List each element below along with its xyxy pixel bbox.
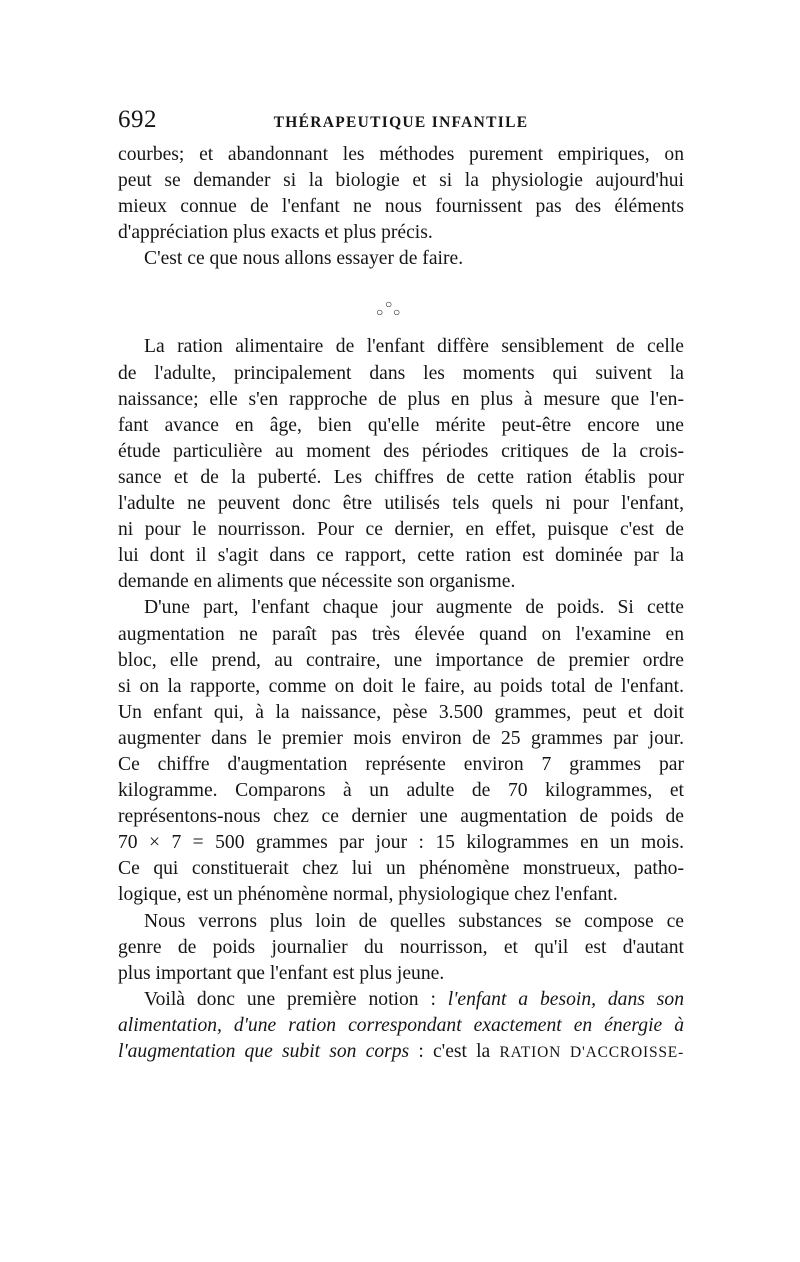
text-line: Ce qui constituerait chez lui un phénomène monstrueux, patho- bbox=[118, 858, 684, 880]
text-line: augmenter dans le premier mois environ de 25 grammes par jour. bbox=[118, 727, 684, 749]
text-line bbox=[118, 987, 684, 1013]
text-line: kilogramme. Comparons à un adulte de 70 kilogrammes, et bbox=[118, 780, 684, 802]
text-line: bloc, elle prend, au contraire, une importance de premier ordre bbox=[118, 649, 684, 671]
text-line: 70 × 7 = 500 grammes par jour : 15 kilogrammes en un mois. bbox=[118, 832, 684, 854]
text-line: Ce chiffre d'augmentation représente environ 7 grammes par bbox=[118, 753, 684, 775]
text-line bbox=[118, 1039, 684, 1065]
paragraph bbox=[118, 909, 684, 987]
text-line: C'est ce que nous allons essayer de faire. bbox=[144, 248, 464, 270]
text-line: demande en aliments que nécessite son organisme. bbox=[118, 571, 516, 593]
text-line: logique, est un phénomène normal, physiologique chez l'enfant. bbox=[118, 884, 618, 906]
text-line bbox=[118, 1013, 684, 1039]
ornament-ring-left: ○ bbox=[376, 305, 384, 320]
text-run: : c'est la bbox=[418, 1041, 491, 1062]
text-line: augmentation ne paraît pas très élevée quand on l'examine en bbox=[118, 623, 684, 645]
text-line: de l'adulte, principalement dans les moments qui suivent la bbox=[118, 362, 684, 384]
text-line: étude particulière au moment des périodes critiques de la crois- bbox=[118, 440, 684, 462]
text-line: ni pour le nourrisson. Pour ce dernier, en effet, puisque c'est de bbox=[118, 519, 684, 541]
text-line: Un enfant qui, à la naissance, pèse 3.500 grammes, peut et doit bbox=[118, 701, 684, 723]
text-line: La ration alimentaire de l'enfant diffère sensiblement de celle bbox=[144, 336, 684, 358]
book-page bbox=[118, 106, 684, 1065]
text-line: peut se demander si la biologie et si la physiologie aujourd'hui bbox=[118, 170, 684, 192]
text-line: mieux connue de l'enfant ne nous fournissent pas des éléments bbox=[118, 196, 684, 218]
paragraph bbox=[118, 246, 684, 272]
text-line: sance et de la puberté. Les chiffres de cette ration établis pour bbox=[118, 466, 684, 488]
body-text bbox=[118, 142, 684, 1065]
small-caps-run: RATION D'ACCROISSE- bbox=[499, 1044, 685, 1061]
ornament-ring-right: ○ bbox=[393, 305, 401, 320]
ornament-ring-top: ○ bbox=[385, 297, 393, 312]
paragraph bbox=[118, 595, 684, 908]
text-line: courbes; et abandonnant les méthodes purement empiriques, on bbox=[118, 144, 684, 165]
running-head bbox=[118, 106, 684, 142]
text-line: genre de poids journalier du nourrisson, et qu'il est d'autant bbox=[118, 936, 684, 958]
text-line: d'appréciation plus exacts et plus précis. bbox=[118, 222, 433, 244]
text-line: l'adulte ne peuvent donc être utilisés tels quels ni pour l'enfant, bbox=[118, 493, 684, 515]
italic-run: l'enfant a besoin, dans son bbox=[447, 988, 684, 1010]
italic-run: l'augmentation que subit son corps bbox=[118, 1041, 410, 1062]
text-line: Nous verrons plus loin de quelles substances se compose ce bbox=[144, 910, 684, 932]
text-line: naissance; elle s'en rapproche de plus en plus à mesure que l'en- bbox=[118, 388, 684, 410]
asterism-ornament bbox=[118, 276, 684, 332]
paragraph bbox=[118, 334, 684, 595]
page-number: 692 bbox=[118, 106, 157, 133]
text-line: lui dont il s'agit dans ce rapport, cette ration est dominée par la bbox=[118, 545, 684, 567]
text-line: si on la rapporte, comme on doit le faire, au poids total de l'enfant. bbox=[118, 675, 684, 697]
running-title: THÉRAPEUTIQUE INFANTILE bbox=[273, 114, 529, 131]
paragraph-continuation bbox=[118, 142, 684, 246]
italic-run: alimentation, d'une ration correspondant exactement en énergie à bbox=[118, 1014, 684, 1036]
paragraph bbox=[118, 987, 684, 1065]
text-line: D'une part, l'enfant chaque jour augmente de poids. Si cette bbox=[144, 597, 684, 619]
text-line: fant avance en âge, bien qu'elle mérite peut-être encore une bbox=[118, 414, 684, 436]
text-line: plus important que l'enfant est plus jeune. bbox=[118, 962, 445, 984]
text-line: représentons-nous chez ce dernier une augmentation de poids de bbox=[118, 806, 684, 828]
text-run: Voilà donc une première notion : bbox=[144, 988, 436, 1010]
